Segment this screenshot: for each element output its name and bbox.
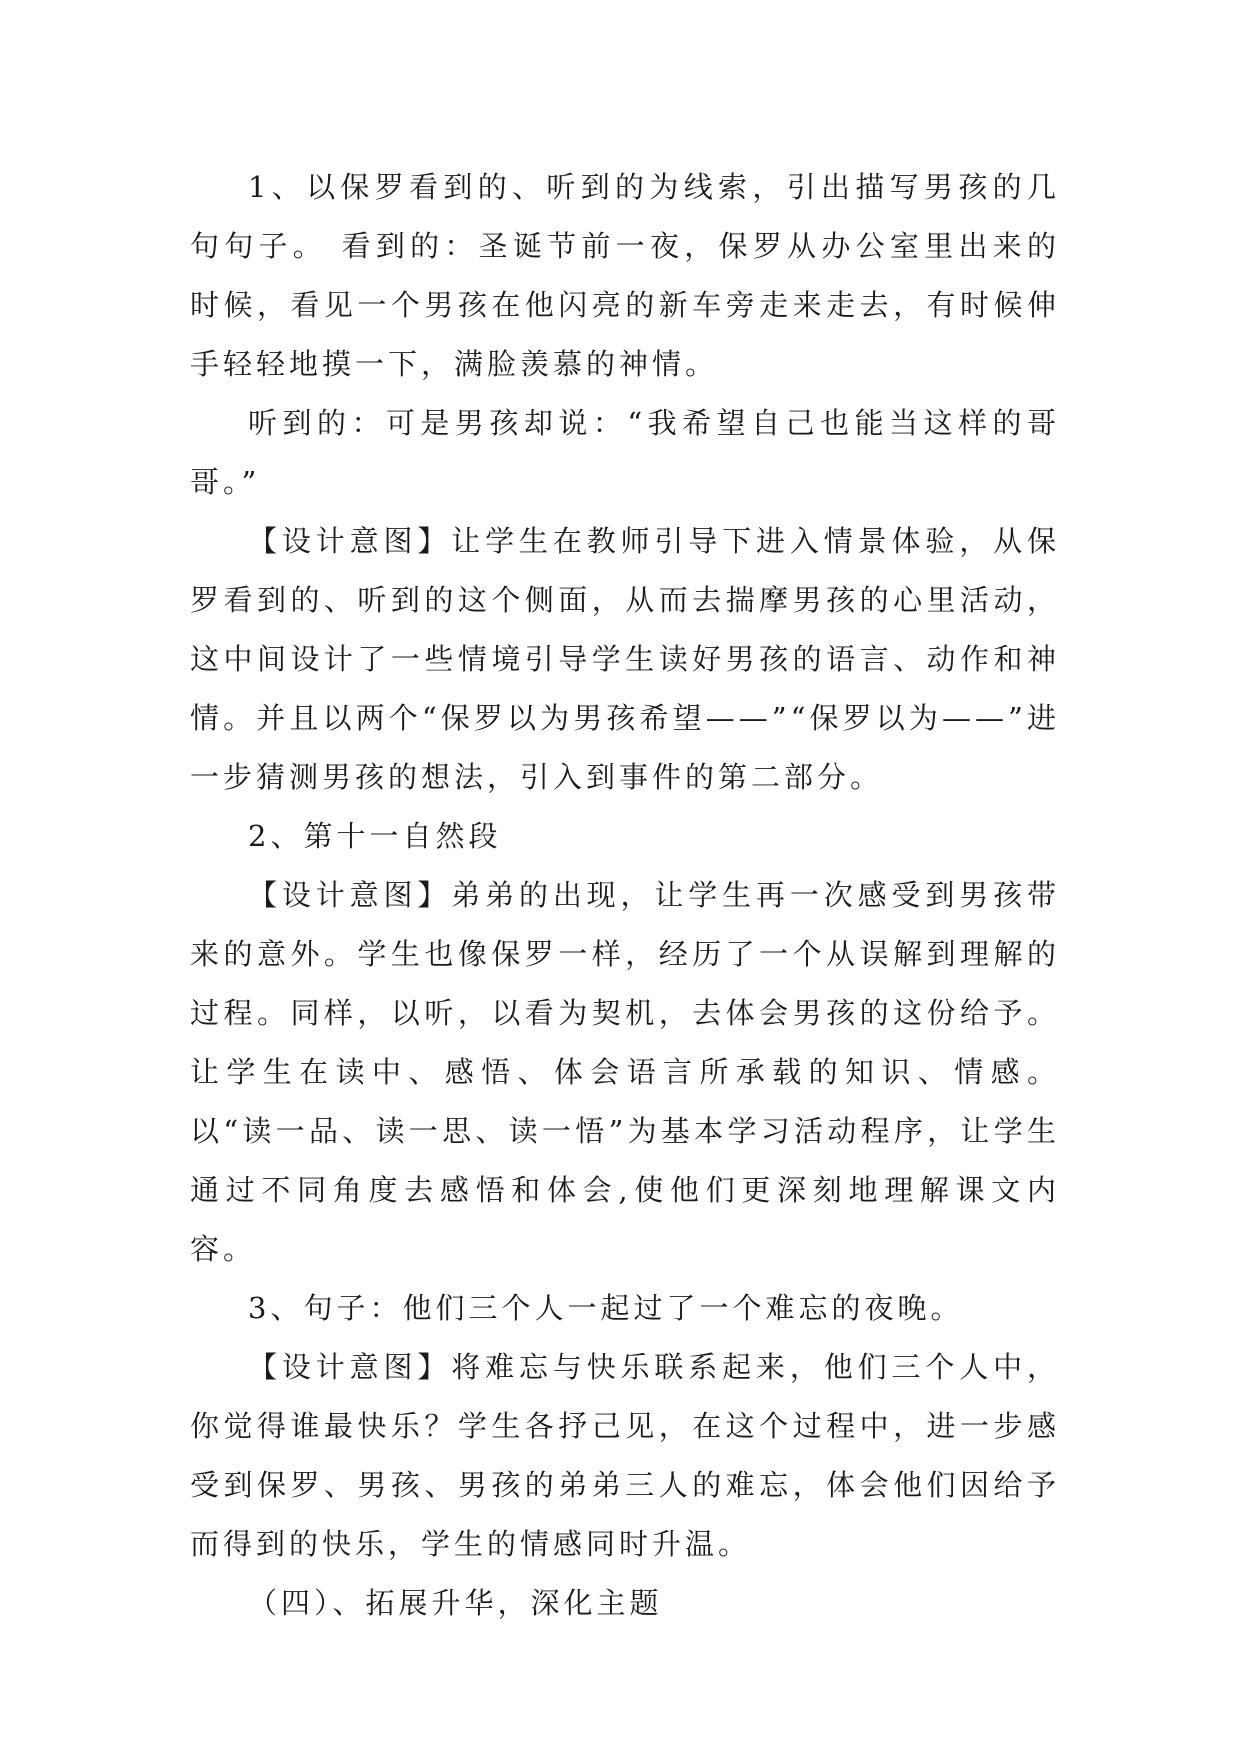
paragraph-design-intent-1: 【设计意图】让学生在教师引导下进入情景体验，从保罗看到的、听到的这个侧面，从而去揣摩男孩的心里活动，这中间设计了一些情境引导学生读好男孩的语言、动作和神情。并且以两个“保罗以为男孩希望——”“保罗以为——”进一步猜测男孩的想法，引入到事件的第二部分。 — [190, 524, 1060, 794]
paragraph-design-intent-2: 【设计意图】弟弟的出现，让学生再一次感受到男孩带来的意外。学生也像保罗一样，经历了一个从误解到理解的过程。同样，以听，以看为契机，去体会男孩的这份给予。让学生在读中、感悟、体会语言所承载的知识、情感。以“读一品、读一思、读一悟”为基本学习活动程序，让学生通过不同角度去感悟和体会,使他们更深刻地理解课文内容。 — [190, 878, 1060, 1266]
paragraph-heard: 听到的：可是男孩却说：“我希望自己也能当这样的哥哥。” — [190, 406, 1060, 499]
paragraph-design-intent-3: 【设计意图】将难忘与快乐联系起来，他们三个人中，你觉得谁最快乐？学生各抒己见，在这个过程中，进一步感受到保罗、男孩、男孩的弟弟三人的难忘，体会他们因给予而得到的快乐，学生的情感同时升温。 — [190, 1350, 1060, 1561]
paragraph-section-2: 2、第十一自然段 — [248, 819, 502, 853]
document-body — [190, 158, 1060, 1633]
paragraph-heading-4: （四）、拓展升华，深化主题 — [248, 1586, 663, 1620]
paragraph-clue-lines: 1、以保罗看到的、听到的为线索，引出描写男孩的几句句子。 看到的：圣诞节前一夜，保罗从办公室里出来的时候，看见一个男孩在他闪亮的新车旁走来走去，有时候伸手轻轻地摸一下，满脸羡慕的神情。 — [190, 170, 1060, 381]
paragraph-section-3: 3、句子：他们三个人一起过了一个难忘的夜晚。 — [248, 1291, 964, 1325]
